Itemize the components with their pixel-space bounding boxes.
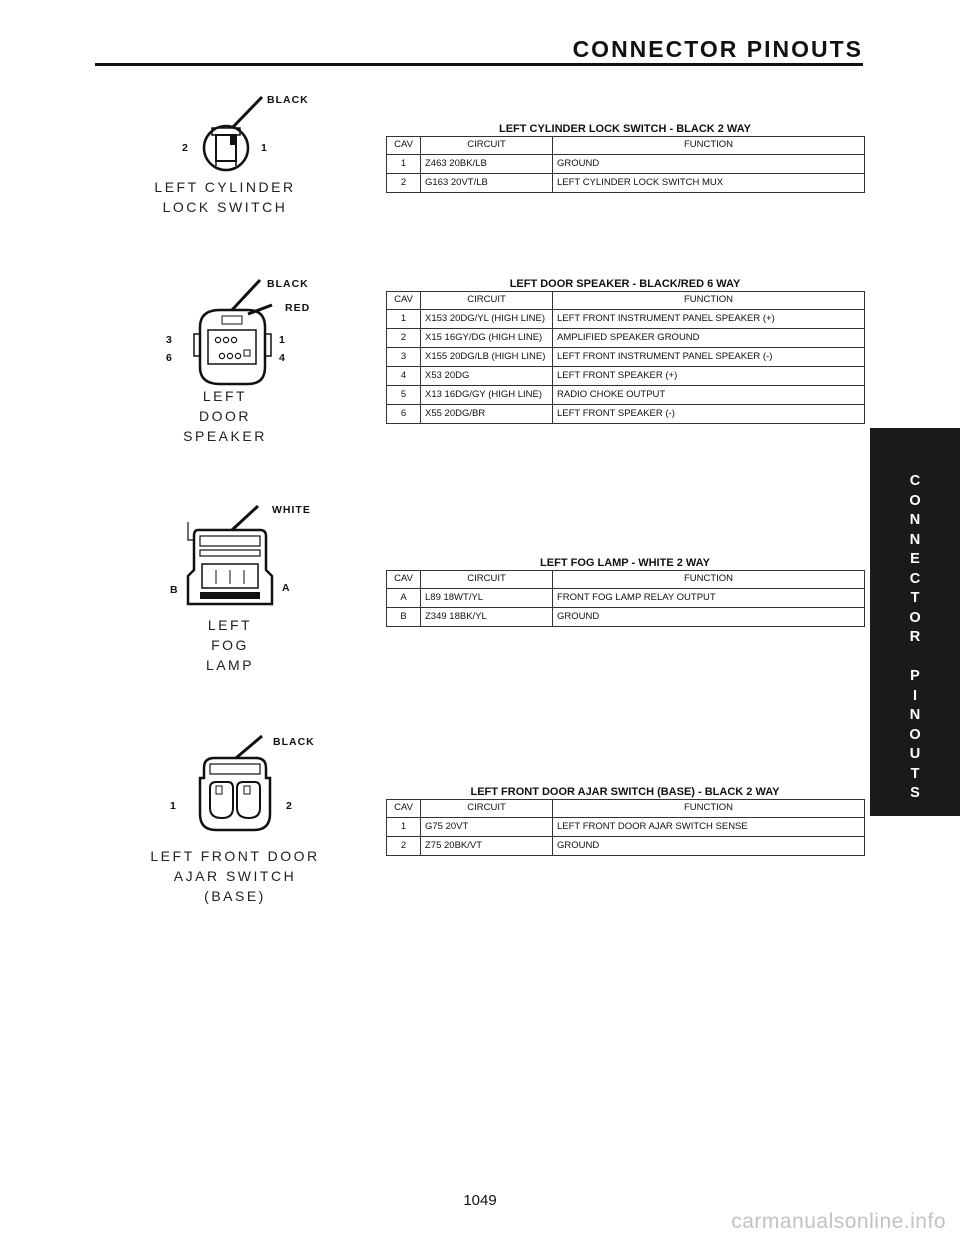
pinout-table — [386, 570, 865, 627]
circuit-cell: X155 20DG/LB (HIGH LINE) — [421, 348, 553, 367]
cav-cell: 5 — [387, 386, 421, 405]
cav-cell: 4 — [387, 367, 421, 386]
circuit-cell: X153 20DG/YL (HIGH LINE) — [421, 310, 553, 329]
table-row — [387, 386, 865, 405]
column-header-cav: CAV — [387, 137, 421, 155]
function-cell: LEFT FRONT SPEAKER (+) — [553, 367, 865, 386]
table-row — [387, 367, 865, 386]
pin-label: 1 — [279, 334, 286, 346]
cav-cell: 2 — [387, 329, 421, 348]
column-header-circuit: CIRCUIT — [421, 137, 553, 155]
pin-label: 2 — [286, 800, 293, 812]
column-header-circuit: CIRCUIT — [421, 571, 553, 589]
function-cell: LEFT FRONT DOOR AJAR SWITCH SENSE — [553, 818, 865, 837]
function-cell: LEFT CYLINDER LOCK SWITCH MUX — [553, 174, 865, 193]
function-cell: FRONT FOG LAMP RELAY OUTPUT — [553, 589, 865, 608]
function-cell: GROUND — [553, 837, 865, 856]
table-title: LEFT CYLINDER LOCK SWITCH - BLACK 2 WAY — [499, 123, 751, 135]
cav-cell: 1 — [387, 310, 421, 329]
connector-label: LEFT DOOR SPEAKER — [183, 388, 267, 444]
table-title: LEFT FRONT DOOR AJAR SWITCH (BASE) - BLACK 2 WAY — [470, 786, 780, 798]
function-cell: LEFT FRONT INSTRUMENT PANEL SPEAKER (-) — [553, 348, 865, 367]
page-number: 1049 — [463, 1192, 497, 1209]
table-row — [387, 174, 865, 193]
wire-color-label: BLACK — [267, 94, 309, 106]
table-title: LEFT FOG LAMP - WHITE 2 WAY — [540, 557, 710, 569]
column-header-cav: CAV — [387, 292, 421, 310]
function-cell: GROUND — [553, 155, 865, 174]
cav-cell: A — [387, 589, 421, 608]
column-header-cav: CAV — [387, 800, 421, 818]
table-row — [387, 818, 865, 837]
column-header-circuit: CIRCUIT — [421, 292, 553, 310]
circuit-cell: G75 20VT — [421, 818, 553, 837]
pinout-table-fog-lamp — [386, 556, 864, 627]
pinout-table-door-ajar — [386, 785, 864, 856]
table-header-row — [387, 137, 865, 155]
column-header-cav: CAV — [387, 571, 421, 589]
circuit-cell: Z463 20BK/LB — [421, 155, 553, 174]
pin-label: 2 — [182, 142, 189, 154]
page-title: CONNECTOR PINOUTS — [572, 36, 863, 62]
cav-cell: 2 — [387, 174, 421, 193]
wire-color-label: BLACK — [273, 736, 315, 748]
function-cell: RADIO CHOKE OUTPUT — [553, 386, 865, 405]
connector-diagram-door-speaker — [160, 272, 320, 402]
table-row — [387, 329, 865, 348]
circuit-cell: G163 20VT/LB — [421, 174, 553, 193]
pinout-table — [386, 136, 865, 193]
table-row — [387, 837, 865, 856]
connector-drawing — [160, 272, 320, 402]
watermark: carmanualsonline.info — [731, 1210, 946, 1233]
connector-drawing — [160, 732, 320, 842]
circuit-cell: Z75 20BK/VT — [421, 837, 553, 856]
circuit-cell: X55 20DG/BR — [421, 405, 553, 424]
pin-label: B — [170, 584, 179, 596]
column-header-function: FUNCTION — [553, 571, 865, 589]
table-row — [387, 348, 865, 367]
connector-label: LEFT FRONT DOOR AJAR SWITCH (BASE) — [150, 848, 320, 904]
table-header-row — [387, 571, 865, 589]
side-tab-text: C O N N E C T O R P I N O U T S — [909, 473, 921, 801]
column-header-function: FUNCTION — [553, 292, 865, 310]
circuit-cell: X53 20DG — [421, 367, 553, 386]
column-header-function: FUNCTION — [553, 137, 865, 155]
table-header-row — [387, 800, 865, 818]
function-cell: LEFT FRONT INSTRUMENT PANEL SPEAKER (+) — [553, 310, 865, 329]
pin-label: A — [282, 582, 291, 594]
circuit-cell: L89 18WT/YL — [421, 589, 553, 608]
pin-label: 6 — [166, 352, 173, 364]
connector-diagram-fog-lamp — [160, 500, 320, 620]
pin-label: 3 — [166, 334, 173, 346]
pinout-table-cylinder-lock — [386, 122, 864, 193]
connector-drawing — [160, 500, 320, 620]
table-row — [387, 589, 865, 608]
cav-cell: 6 — [387, 405, 421, 424]
table-row — [387, 405, 865, 424]
pinout-table — [386, 799, 865, 856]
table-title: LEFT DOOR SPEAKER - BLACK/RED 6 WAY — [509, 278, 741, 290]
header-rule — [95, 63, 863, 66]
wire-color-label: WHITE — [272, 504, 311, 516]
table-header-row — [387, 292, 865, 310]
wire-color-label: BLACK — [267, 278, 309, 290]
cav-cell: 1 — [387, 818, 421, 837]
function-cell: AMPLIFIED SPEAKER GROUND — [553, 329, 865, 348]
pin-label: 1 — [261, 142, 268, 154]
pinout-table-door-speaker — [386, 277, 864, 424]
column-header-circuit: CIRCUIT — [421, 800, 553, 818]
wire-color-label: RED — [285, 302, 311, 314]
side-tab — [870, 428, 960, 816]
function-cell: LEFT FRONT SPEAKER (-) — [553, 405, 865, 424]
cav-cell: 2 — [387, 837, 421, 856]
connector-label: LEFT CYLINDER LOCK SWITCH — [154, 179, 296, 215]
function-cell: GROUND — [553, 608, 865, 627]
circuit-cell: X13 16DG/GY (HIGH LINE) — [421, 386, 553, 405]
cav-cell: 3 — [387, 348, 421, 367]
pin-label: 4 — [279, 352, 286, 364]
table-row — [387, 310, 865, 329]
cav-cell: B — [387, 608, 421, 627]
table-row — [387, 608, 865, 627]
table-row — [387, 155, 865, 174]
cav-cell: 1 — [387, 155, 421, 174]
circuit-cell: X15 16GY/DG (HIGH LINE) — [421, 329, 553, 348]
pinout-table — [386, 291, 865, 424]
column-header-function: FUNCTION — [553, 800, 865, 818]
pin-label: 1 — [170, 800, 177, 812]
circuit-cell: Z349 18BK/YL — [421, 608, 553, 627]
connector-diagram-door-ajar — [160, 732, 320, 842]
connector-label: LEFT FOG LAMP — [205, 617, 255, 673]
